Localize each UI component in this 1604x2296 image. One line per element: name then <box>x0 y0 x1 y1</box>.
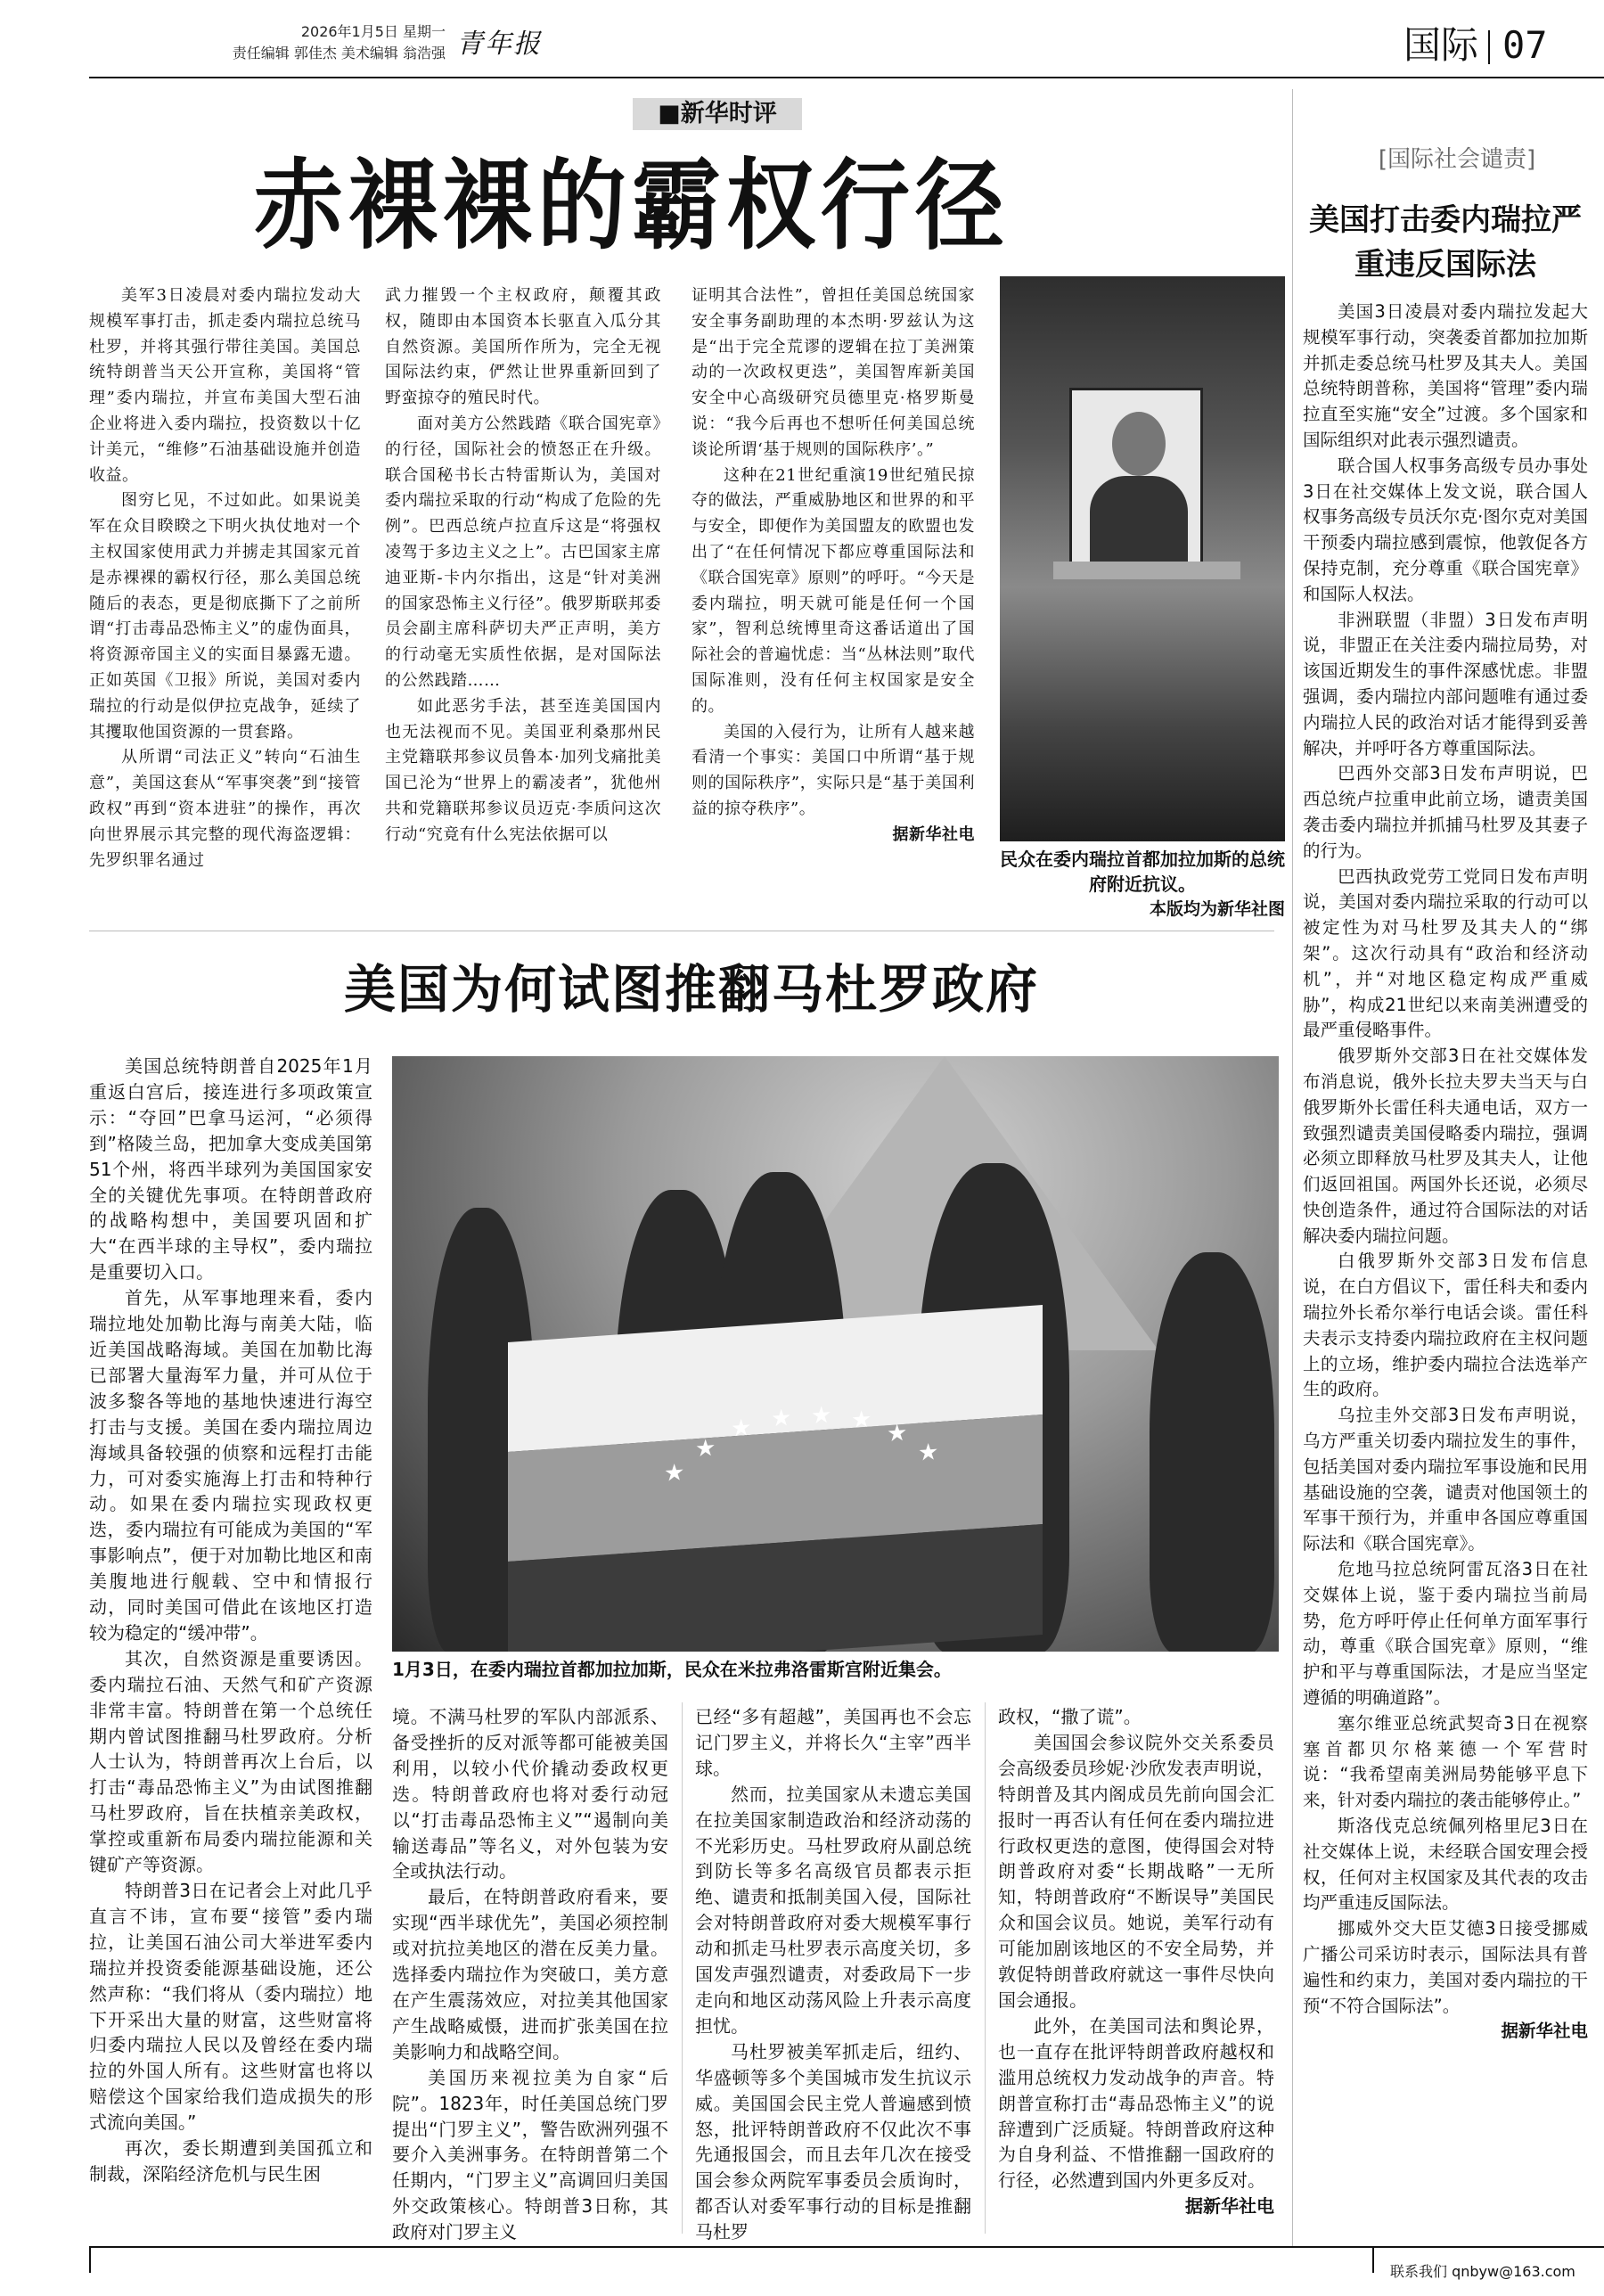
flag-star-icon: ★ <box>664 1459 685 1488</box>
venezuelan-flag <box>508 1305 1043 1652</box>
masthead-meta <box>89 21 446 64</box>
paragraph: 然而，拉美国家从未遗忘美国在拉美国家制造政治和经济动荡的不光彩历史。马杜罗政府从副总统到防长等多名高级官员都表示拒绝、谴责和抵制美国入侵，国际社会对特朗普政府对委大规模军事行动和抓走马杜罗表示高度关切，多国发声强烈谴责，对委政局下一步走向和地区动荡风险上升表示高度担忧。 <box>695 1783 971 2037</box>
column-divider <box>682 1702 683 2234</box>
paragraph: 马杜罗被美军抓走后，纽约、华盛顿等多个美国城市发生抗议示威。美国国会民主党人普遍感到愤怒，批评特朗普政府不仅此次不事先通报国会，而且去年几次在接受国会参众两院军事委员会质询时，都否认对委军事行动的目标是推翻马杜罗 <box>695 2040 971 2243</box>
rally-photo <box>392 1056 1279 1652</box>
photo-credit: 本版均为新华社图 <box>1149 899 1285 919</box>
second-headline: 美国为何试图推翻马杜罗政府 <box>343 959 1039 1020</box>
paragraph: 如此恶劣手法，甚至连美国国内也无法视而不见。美国亚利桑那州民主党籍联邦参议员鲁本·加列戈痛批美国已沦为“世界上的霸凌者”，犹他州共和党籍联邦参议员迈克·李质问这次行动“究竟有什么宪法依据可以 <box>385 696 661 844</box>
paragraph: 白俄罗斯外交部3日发布信息说，在白方倡议下，雷任科夫和委内瑞拉外长希尔举行电话会谈。雷任科夫表示支持委内瑞拉政府在主权问题上的立场，维护委内瑞拉合法选举产生的政府。 <box>1303 1250 1588 1400</box>
bottom-rule <box>89 2246 1604 2248</box>
paragraph: 这种在21世纪重演19世纪殖民掠夺的做法，严重威胁地区和世界的和平与安全，即便作为美国盟友的欧盟也发出了“在任何情况下都应尊重国际法和《联合国宪章》原则”的呼吁。“今天是委内瑞拉，明天就可能是任何一个国家”，智利总统博里奇这番话道出了国际社会的普遍忧虑：当“丛林法则”取代国际准则，没有任何主权国家是安全的。 <box>692 465 975 716</box>
paragraph: 非洲联盟（非盟）3日发布声明说，非盟正在关注委内瑞拉局势，对该国近期发生的事件深感忧虑。非盟强调，委内瑞拉内部问题唯有通过委内瑞拉人民的政治对话才能得到妥善解决，并呼吁各方尊重国际法。 <box>1303 609 1588 758</box>
photo-caption: 民众在委内瑞拉首都加拉加斯的总统府附近抗议。 <box>1000 849 1285 895</box>
flag-star-icon: ★ <box>918 1439 939 1467</box>
side-column-divider <box>1292 89 1293 2246</box>
paragraph: 其次，自然资源是重要诱因。委内瑞拉石油、天然气和矿产资源非常丰富。特朗普在第一个总统任期内曾试图推翻马杜罗政府。分析人士认为，特朗普再次上台后，以打击“毒品恐怖主义”为由试图推翻马杜罗政府，旨在扶植亲美政权，掌控或重新布局委内瑞拉能源和关键矿产等资源。 <box>89 1647 372 1876</box>
article-source: 据新华社电 <box>1501 2021 1588 2042</box>
main-headline: 赤裸裸的霸权行径 <box>254 148 1010 264</box>
paragraph: 政权，“撒了谎”。 <box>998 1706 1142 1727</box>
flag-star-icon: ★ <box>811 1401 832 1431</box>
paragraph: 已经“多有超越”，美国再也不会忘记门罗主义，并将长久“主宰”西半球。 <box>695 1706 971 1779</box>
paragraph: 危地马拉总统阿雷瓦洛3日在社交媒体上说，鉴于委内瑞拉当前局势，危方呼吁停止任何单方面军事行动，尊重《联合国宪章》原则，“维护和平与尊重国际法，才是应当坚定遵循的明确道路”。 <box>1303 1559 1588 1709</box>
paragraph: 巴西外交部3日发布声明说，巴西总统卢拉重申此前立场，谴责美国袭击委内瑞拉并抓捕马杜罗及其妻子的行为。 <box>1303 763 1588 861</box>
main-article-column-3 <box>692 283 975 849</box>
footer-tick <box>89 2248 91 2273</box>
flag-star-icon: ★ <box>695 1434 716 1464</box>
side-kicker: [国际社会谴责] <box>1378 146 1536 173</box>
paragraph: 再次，委长期遭到美国孤立和制裁，深陷经济危机与民生困 <box>89 2137 372 2185</box>
main-article-column-1 <box>89 283 361 873</box>
paragraph: 首先，从军事地理来看，委内瑞拉地处加勒比海与南美大陆，临近美国战略海域。美国在加勒比海已部署大量海军力量，并可从位于波多黎各等地的基地快速进行海空打击与支援。美国在委内瑞拉周边海域具备较强的侦察和远程打击能力，可对委实施海上打击和特种行动。如果在委内瑞拉实现政权更迭，委内瑞拉有可能成为美国的“军事影响点”，便于对加勒比地区和南美腹地进行舰载、空中和情报行动，同时美国可借此在该地区打造较为稳定的“缓冲带”。 <box>89 1287 372 1644</box>
paragraph: 美国国会参议院外交关系委员会高级委员珍妮·沙欣发表声明说，特朗普及其内阁成员先前向国会汇报时一再否认有任何在委内瑞拉进行政权更迭的意图，使得国会对特朗普政府对委“长期战略”一无所知，特朗普政府“不断误导”美国民众和国会议员。她说，美军行动有可能加剧该地区的不安全局势，并敦促特朗普政府就这一事件尽快向国会通报。 <box>998 1731 1274 2011</box>
paragraph: 从所谓“司法正义”转向“石油生意”，美国这套从“军事突袭”到“接管政权”再到“资本进驻”的操作，再次向世界展示其完整的现代海盗逻辑：先罗织罪名通过 <box>89 748 361 870</box>
paragraph: 特朗普3日在记者会上对此几乎直言不讳，宣布要“接管”委内瑞拉，让美国石油公司大举进军委内瑞拉并投资委能源基础设施，还公然声称：“我们将从（委内瑞拉）地下开采出大量的财富，这些财富将归委内瑞拉人民以及曾经在委内瑞拉的外国人所有。这些财富也将以赔偿这个国家给我们造成损失的形式流向美国。” <box>89 1880 372 2134</box>
paragraph: 此外，在美国司法和舆论界，也一直存在批评特朗普政府越权和滥用总统权力发动战争的声音。特朗普宣称打击“毒品恐怖主义”的说辞遭到广泛质疑。特朗普政府这种为自身利益、不惜推翻一国政府的行径，必然遭到国内外更多反对。 <box>998 2014 1274 2192</box>
flag-star-icon: ★ <box>851 1406 872 1435</box>
portrait-face <box>1112 412 1166 476</box>
paragraph: 俄罗斯外交部3日在社交媒体发布消息说，俄外长拉夫罗夫当天与白俄罗斯外长雷任科夫通电话，双方一致强烈谴责美国侵略委内瑞拉，强调必须立即释放马杜罗及其夫人，让他们返回祖国。两国外长还说，必须尽快创造条件，通过符合国际法的对话解决委内瑞拉问题。 <box>1303 1046 1588 1246</box>
footer-contact: 联系我们 qnbyw@163.com <box>1390 2263 1575 2280</box>
second-article-column-4 <box>998 1704 1274 2219</box>
paragraph: 证明其合法性”，曾担任美国总统国家安全事务副助理的本杰明·罗兹认为这是“出于完全荒谬的逻辑在拉丁美洲策动的一次政权更迭”，美国智库新美国安全中心高级研究员德里克·格罗斯曼说：“我今后再也不想听任何美国总统谈论所谓‘基于规则的国际秩序’。” <box>692 286 975 459</box>
paragraph: 美国历来视拉美为自家“后院”。1823年，时任美国总统门罗提出“门罗主义”，警告欧洲列强不要介入美洲事务。在特朗普第二个任期内，“门罗主义”高调回归美国外交政策核心。特朗普3日称，其政府对门罗主义 <box>392 2066 668 2243</box>
article-kicker: ■新华时评 <box>658 100 777 127</box>
second-article-column-3 <box>695 1704 971 2245</box>
page-number: 07 <box>1502 23 1548 67</box>
paragraph: 联合国人权事务高级专员办事处3日在社交媒体上发文说，联合国人权事务高级专员沃尔克·图尔克对美国干预委内瑞拉感到震惊，他敦促各方保持克制，充分尊重《联合国宪章》和国际人权法。 <box>1303 455 1588 604</box>
header-divider <box>1488 30 1490 64</box>
paragraph: 境。不满马杜罗的军队内部派系、备受挫折的反对派等都可能被美国利用，以较小代价撬动委政权更迭。特朗普政府也将对委行动冠以“打击毒品恐怖主义”“遏制向美输送毒品”等名义，对外包装为安全或执法行动。 <box>392 1706 668 1882</box>
top-rule <box>89 77 1604 78</box>
paragraph: 美国的入侵行为，让所有人越来越看清一个事实：美国口中所谓“基于规则的国际秩序”，实际只是“基于美国利益的掠夺秩序”。 <box>692 722 975 818</box>
paragraph: 斯洛伐克总统佩列格里尼3日在社交媒体上说，未经联合国安理会授权，任何对主权国家及其代表的攻击均严重违反国际法。 <box>1303 1816 1588 1914</box>
paragraph: 最后，在特朗普政府看来，要实现“西半球优先”，美国必须控制或对抗拉美地区的潜在反美力量。选择委内瑞拉作为突破口，美方意在产生震荡效应，对拉美其他国家产生战略威慑，进而扩张美国在拉美影响力和战略空间。 <box>392 1886 668 2062</box>
maduro-portrait <box>1069 388 1203 566</box>
flag-star-icon: ★ <box>771 1404 792 1433</box>
paragraph: 美国3日凌晨对委内瑞拉发起大规模军事行动，突袭委首都加拉加斯并抓走委总统马杜罗及其夫人。美国总统特朗普称，美国将“管理”委内瑞拉直至实施“安全”过渡。多个国家和国际组织对此表示强烈谴责。 <box>1303 301 1588 450</box>
second-article-column-1 <box>89 1054 372 2187</box>
paragraph: 巴西执政党劳工党同日发布声明说，美国对委内瑞拉采取的行动可以被定性为对马杜罗及其夫人的“绑架”。这次行动具有“政治和经济动机”，并“对地区稳定构成严重威胁”，构成21世纪以来南美洲遭受的最严重侵略事件。 <box>1303 865 1588 1041</box>
paragraph: 面对美方公然践踏《联合国宪章》的行径，国际社会的愤怒正在升级。联合国秘书长古特雷斯认为，美国对委内瑞拉采取的行动“构成了危险的先例”。巴西总统卢拉直斥这是“将强权凌驾于多边主义之上”。古巴国家主席迪亚斯-卡内尔指出，这是“针对美洲的国家恐怖主义行径”。俄罗斯联邦委员会副主席科萨切夫严正声明，美方的行动毫无实质性依据，是对国际法的公然践踏…… <box>385 414 661 690</box>
flag-star-icon: ★ <box>731 1414 752 1443</box>
rally-photo-caption: 1月3日，在委内瑞拉首都加拉加斯，民众在米拉弗洛雷斯宫附近集会。 <box>392 1659 952 1680</box>
paragraph: 美国总统特朗普自2025年1月重返白宫后，接连进行多项政策宣示：“夺回”巴拿马运河，“必须得到”格陵兰岛，把加拿大变成美国第51个州，将西半球列为美国国家安全的关键优先事项。在特朗普政府的战略构想中，美国要巩固和扩大“在西半球的主导权”，委内瑞拉是重要切入口。 <box>89 1055 372 1283</box>
paragraph: 美军3日凌晨对委内瑞拉发动大规模军事打击，抓走委内瑞拉总统马杜罗，并将其强行带往美国。美国总统特朗普当天公开宣称，美国将“管理”委内瑞拉，并宣布美国大型石油企业将进入委内瑞拉，投资数以十亿计美元，“维修”石油基础设施并创造收益。 <box>89 286 361 485</box>
main-article-column-2 <box>385 283 661 849</box>
paragraph: 图穷匕见，不过如此。如果说美军在众目睽睽之下明火执仗地对一个主权国家使用武力并掳走其国家元首是赤裸裸的霸权行径，那么美国总统随后的表态，更是彻底撕下了之前所谓“打击毒品恐怖主义”的虚伪面具，将资源帝国主义的实面目暴露无遗。正如英国《卫报》所说，美国对委内瑞拉的行动是似伊拉克战争，延续了其攫取他国资源的一贯套路。 <box>89 491 361 742</box>
second-article-column-2 <box>392 1704 668 2245</box>
raised-arms <box>1053 562 1240 579</box>
protest-photo <box>1000 276 1285 841</box>
article-source: 据新华社电 <box>892 824 975 844</box>
paragraph: 塞尔维亚总统武契奇3日在视察塞首都贝尔格莱德一个军营时说：“我希望南美洲局势能够平息下来，针对委内瑞拉的袭击能够停止。” <box>1303 1712 1588 1811</box>
portrait-body <box>1090 476 1188 565</box>
section-title: 国际 <box>1404 23 1479 67</box>
editor-line: 责任编辑 郭佳杰 美术编辑 翁浩强 <box>232 45 446 62</box>
column-divider <box>985 1702 986 2234</box>
newspaper-logo: 青年报 <box>456 29 542 60</box>
paragraph: 武力摧毁一个主权政府，颠覆其政权，随即由本国资本长驱直入瓜分其自然资源。美国所作所为，完全无视国际法约束，俨然让世界重新回到了野蛮掠夺的殖民时代。 <box>385 286 661 408</box>
footer-tick <box>1372 2248 1374 2273</box>
side-article-body <box>1303 299 1588 2045</box>
kicker-box <box>633 98 802 130</box>
side-headline: 美国打击委内瑞拉严重违反国际法 <box>1309 202 1582 283</box>
date-line: 2026年1月5日 星期一 <box>300 23 446 40</box>
person-silhouette <box>1150 1252 1274 1652</box>
article-source: 据新华社电 <box>1185 2195 1274 2218</box>
paragraph: 挪威外交大臣艾德3日接受挪威广播公司采访时表示，国际法具有普遍性和约束力，美国对委内瑞拉的干预“不符合国际法”。 <box>1303 1918 1588 2016</box>
flag-star-icon: ★ <box>887 1419 908 1448</box>
paragraph: 乌拉圭外交部3日发布声明说，乌方严重关切委内瑞拉发生的事件，包括美国对委内瑞拉军事设施和民用基础设施的空袭，谴责对他国领土的军事干预行为，并重申各国应尊重国际法和《联合国宪章》。 <box>1303 1405 1588 1554</box>
